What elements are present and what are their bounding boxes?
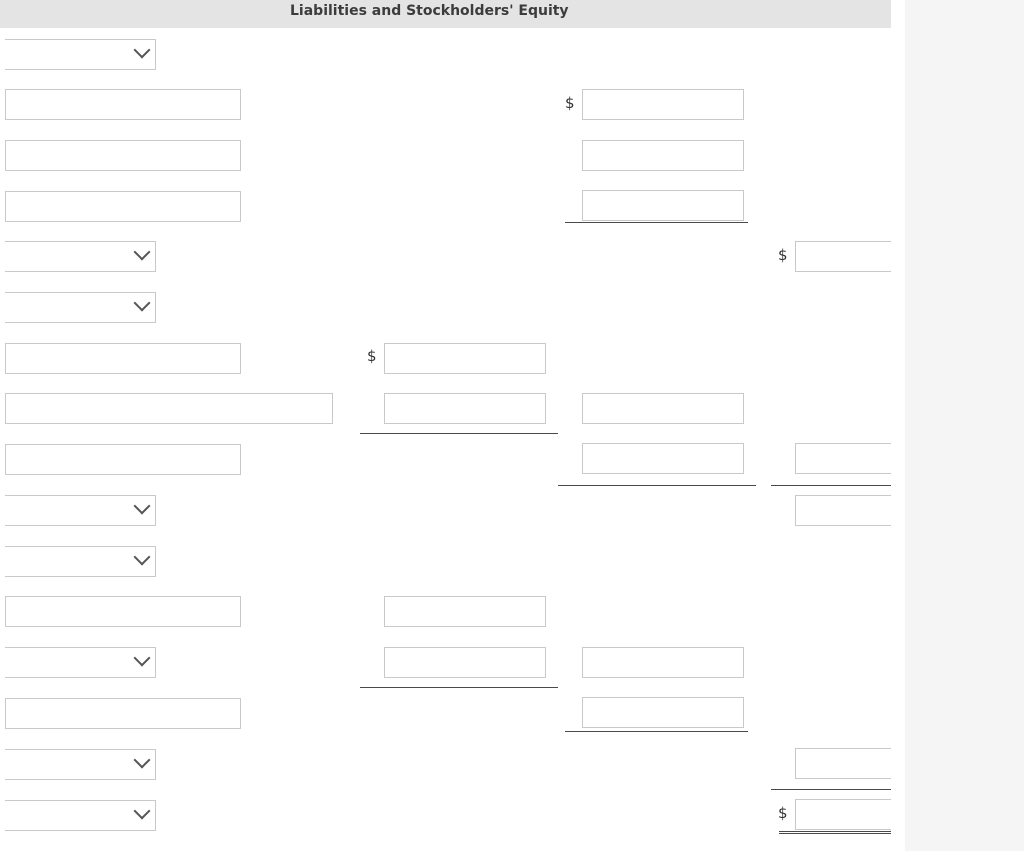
- subtotal-rule: [558, 485, 756, 486]
- amount-input-14[interactable]: [582, 697, 744, 728]
- page-title: Liabilities and Stockholders' Equity: [290, 3, 569, 19]
- chevron-down-icon: [134, 803, 151, 820]
- subtotal-rule: [360, 433, 558, 434]
- title-bar: [0, 0, 891, 28]
- label-input-3[interactable]: [5, 140, 241, 171]
- amount-input-13b[interactable]: [582, 647, 744, 678]
- account-select-11[interactable]: [5, 546, 156, 577]
- chevron-down-icon: [134, 244, 151, 261]
- chevron-down-icon: [134, 498, 151, 515]
- account-select-10[interactable]: [5, 495, 156, 526]
- subtotal-rule: [360, 687, 558, 688]
- amount-input-9[interactable]: [582, 443, 744, 474]
- account-select-6[interactable]: [5, 292, 156, 323]
- amount-input-2[interactable]: [582, 89, 744, 120]
- label-input-14[interactable]: [5, 698, 241, 729]
- amount-input-8b[interactable]: [582, 393, 744, 424]
- chevron-down-icon: [134, 650, 151, 667]
- amount-input-4[interactable]: [582, 190, 744, 221]
- grand-total-input[interactable]: [795, 799, 891, 830]
- total-input-15[interactable]: [795, 748, 891, 779]
- label-input-2[interactable]: [5, 89, 241, 120]
- subtotal-rule: [565, 222, 748, 223]
- amount-input-12[interactable]: [384, 596, 546, 627]
- total-input-9[interactable]: [795, 443, 891, 474]
- chevron-down-icon: [134, 549, 151, 566]
- chevron-down-icon: [134, 42, 151, 59]
- account-select-13[interactable]: [5, 647, 156, 678]
- subtotal-rule: [771, 789, 891, 790]
- dollar-sign: $: [565, 94, 575, 112]
- label-input-4[interactable]: [5, 191, 241, 222]
- label-input-7[interactable]: [5, 343, 241, 374]
- amount-input-7[interactable]: [384, 343, 546, 374]
- dollar-sign: $: [778, 246, 788, 264]
- label-input-12[interactable]: [5, 596, 241, 627]
- total-input-5[interactable]: [795, 241, 891, 272]
- account-select-1[interactable]: [5, 39, 156, 70]
- amount-input-8[interactable]: [384, 393, 546, 424]
- account-select-16[interactable]: [5, 800, 156, 831]
- amount-input-3[interactable]: [582, 140, 744, 171]
- subtotal-rule: [771, 485, 891, 486]
- account-select-15[interactable]: [5, 749, 156, 780]
- total-input-10[interactable]: [795, 495, 891, 526]
- dollar-sign: $: [367, 347, 377, 365]
- subtotal-rule: [565, 731, 748, 732]
- chevron-down-icon: [134, 752, 151, 769]
- grand-total-double-rule: [779, 831, 891, 834]
- label-input-9[interactable]: [5, 444, 241, 475]
- dollar-sign: $: [778, 804, 788, 822]
- chevron-down-icon: [134, 295, 151, 312]
- label-input-8[interactable]: [5, 393, 333, 424]
- amount-input-13[interactable]: [384, 647, 546, 678]
- account-select-5[interactable]: [5, 241, 156, 272]
